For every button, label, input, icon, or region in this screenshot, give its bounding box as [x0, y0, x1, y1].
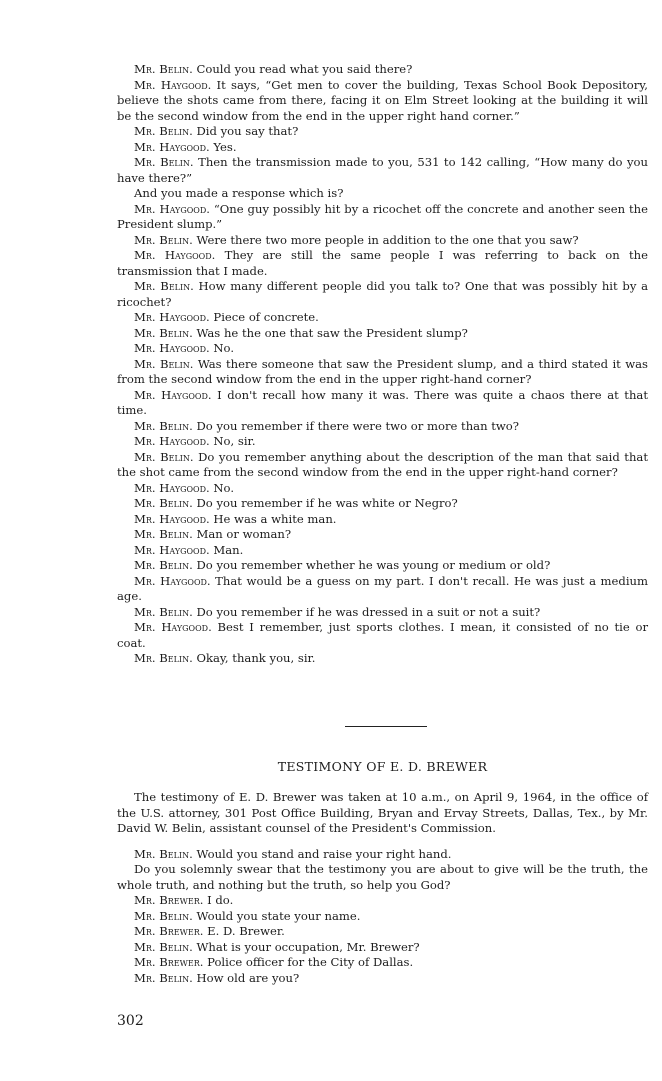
intro-paragraph: The testimony of E. D. Brewer was taken at 10 a.m., on April 9, 1964, in the office of the U.S. attorney, 301 Post Office Building, Bryan and Ervay Streets, Dallas, Tex., by Mr. David W. Belin, assistant counsel of the President's Commission.: [117, 790, 648, 835]
line-text: I do.: [203, 893, 234, 907]
page-number: 302: [117, 1013, 144, 1029]
dialogue-line: [117, 186, 648, 202]
line-text: Were there two more people in addition to the one that you saw?: [192, 232, 579, 247]
speaker-name: Mr. Brewer.: [134, 924, 204, 938]
speaker-name: Mr. Haygood.: [134, 480, 210, 495]
speaker-name: Mr. Belin.: [134, 527, 193, 541]
dialogue-line: [117, 862, 648, 893]
dialogue-line: [117, 357, 648, 388]
line-text: Was there someone that saw the President slump, and a third stated it was from the second window from the end in the upper right-hand corner?: [117, 356, 648, 386]
line-text: Do you remember whether he was young or medium or old?: [192, 558, 551, 572]
speaker-name: Mr. Belin.: [134, 279, 194, 293]
line-text: And you made a response which is?: [134, 186, 344, 200]
speaker-name: Mr. Haygood.: [134, 620, 212, 634]
dialogue-line: [117, 481, 648, 497]
speaker-name: Mr. Belin.: [134, 846, 193, 861]
dialogue-line: [117, 310, 648, 326]
section-divider: [345, 726, 427, 727]
line-text: How old are you?: [192, 970, 300, 985]
dialogue-line: [117, 124, 648, 140]
speaker-name: Mr. Belin.: [134, 356, 194, 371]
dialogue-line: [117, 620, 648, 651]
speaker-name: Mr. Belin.: [134, 496, 193, 510]
line-text: How many different people did you talk to? One that was possibly hit by a ricochet?: [117, 279, 648, 309]
dialogue-line: [117, 512, 648, 528]
line-text: Would you state your name.: [192, 908, 361, 923]
line-text: “One guy possibly hit by a ricochet off the concrete and another seen the President slump.”: [117, 201, 648, 231]
dialogue-line: [117, 388, 648, 419]
speaker-name: Mr. Haygood.: [134, 542, 210, 557]
line-text: Do you remember anything about the description of the man that said that the shot came from the second window from the end in the upper right-hand corner?: [117, 449, 648, 479]
speaker-name: Mr. Belin.: [134, 604, 193, 619]
dialogue-line: [117, 955, 648, 971]
speaker-name: Mr. Haygood.: [134, 434, 210, 448]
dialogue-line: [117, 450, 648, 481]
line-text: They are still the same people I was referring to back on the transmission that I made.: [117, 248, 648, 278]
speaker-name: Mr. Haygood.: [134, 511, 210, 526]
speaker-name: Mr. Brewer.: [134, 893, 204, 907]
speaker-name: Mr. Brewer.: [134, 955, 204, 969]
speaker-name: Mr. Belin.: [134, 449, 194, 464]
speaker-name: Mr. Haygood.: [134, 201, 210, 216]
line-text: Man or woman?: [192, 527, 292, 541]
dialogue-line: [117, 279, 648, 310]
speaker-name: Mr. Belin.: [134, 970, 193, 985]
dialogue-line: [117, 543, 648, 559]
dialogue-line: [117, 341, 648, 357]
line-text: No.: [209, 480, 235, 495]
speaker-name: Mr. Belin.: [134, 558, 193, 572]
speaker-name: Mr. Belin.: [134, 651, 193, 665]
speaker-name: Mr. Belin.: [134, 908, 193, 923]
line-text: He was a white man.: [209, 511, 337, 526]
dialogue-line: [117, 651, 648, 667]
line-text: Do you remember if he was white or Negro?: [192, 496, 458, 510]
dialogue-line: [117, 924, 648, 940]
dialogue-line: [117, 233, 648, 249]
dialogue-line: [117, 78, 648, 125]
speaker-name: Mr. Haygood.: [134, 573, 211, 588]
dialogue-line: [117, 527, 648, 543]
dialogue-line: [117, 248, 648, 279]
dialogue-line: [117, 434, 648, 450]
line-text: Do you solemnly swear that the testimony you are about to give will be the truth, the whole truth, and nothing but the truth, so help you God?: [117, 862, 648, 892]
speaker-name: Mr. Belin.: [134, 939, 193, 954]
dialogue-line: [117, 558, 648, 574]
speaker-name: Mr. Haygood.: [134, 77, 212, 92]
dialogue-line: [117, 893, 648, 909]
dialogue-line: [117, 62, 648, 78]
line-text: Piece of concrete.: [209, 310, 319, 324]
line-text: Okay, thank you, sir.: [192, 651, 316, 665]
speaker-name: Mr. Haygood.: [134, 310, 210, 324]
line-text: Then the transmission made to you, 531 to 142 calling, “How many do you have there?”: [117, 155, 648, 185]
line-text: Could you read what you said there?: [192, 62, 413, 76]
line-text: No, sir.: [209, 434, 256, 448]
speaker-name: Mr. Haygood.: [134, 139, 210, 154]
dialogue-line: [117, 605, 648, 621]
line-text: E. D. Brewer.: [203, 924, 285, 938]
dialogue-line: [117, 971, 648, 987]
dialogue-line: [117, 202, 648, 233]
line-text: Police officer for the City of Dallas.: [203, 955, 414, 969]
section-title: TESTIMONY OF E. D. BREWER: [277, 759, 488, 774]
line-text: What is your occupation, Mr. Brewer?: [192, 939, 420, 954]
line-text: Would you stand and raise your right hand.: [192, 846, 452, 861]
line-text: Was he the one that saw the President slump?: [192, 325, 468, 340]
paragraph-gap: [117, 837, 648, 847]
dialogue-line: [117, 574, 648, 605]
brewer-testimony: [117, 790, 648, 986]
dialogue-line: [117, 326, 648, 342]
dialogue-line: [117, 940, 648, 956]
speaker-name: Mr. Belin.: [134, 418, 193, 433]
line-text: Best I remember, just sports clothes. I mean, it consisted of no tie or coat.: [117, 620, 649, 650]
line-text: Do you remember if he was dressed in a suit or not a suit?: [192, 604, 541, 619]
haygood-testimony-continuation: [117, 62, 648, 667]
line-text: Do you remember if there were two or more than two?: [192, 418, 520, 433]
line-text: That would be a guess on my part. I don't recall. He was just a medium age.: [117, 573, 649, 603]
brewer-dialogue: [117, 847, 648, 987]
dialogue-line: [117, 155, 648, 186]
speaker-name: Mr. Belin.: [134, 124, 193, 138]
speaker-name: Mr. Haygood.: [134, 387, 212, 402]
line-text: Did you say that?: [192, 124, 299, 138]
speaker-name: Mr. Belin.: [134, 62, 193, 76]
speaker-name: Mr. Belin.: [134, 232, 193, 247]
line-text: No.: [209, 341, 235, 355]
speaker-name: Mr. Haygood.: [134, 248, 216, 262]
dialogue-line: [117, 909, 648, 925]
speaker-name: Mr. Haygood.: [134, 341, 210, 355]
dialogue-line: [117, 140, 648, 156]
line-text: I don't recall how many it was. There was quite a chaos there at that time.: [117, 387, 649, 417]
speaker-name: Mr. Belin.: [134, 325, 193, 340]
dialogue-line: [117, 419, 648, 435]
line-text: Yes.: [209, 139, 237, 154]
dialogue-line: [117, 496, 648, 512]
line-text: It says, “Get men to cover the building, Texas School Book Depository, believe the shots came from there, facing it on Elm Street looking at the building it will be the second window from the end in the upper right hand corner.”: [117, 77, 648, 123]
dialogue-line: [117, 847, 648, 863]
speaker-name: Mr. Belin.: [134, 155, 194, 169]
line-text: Man.: [209, 542, 244, 557]
